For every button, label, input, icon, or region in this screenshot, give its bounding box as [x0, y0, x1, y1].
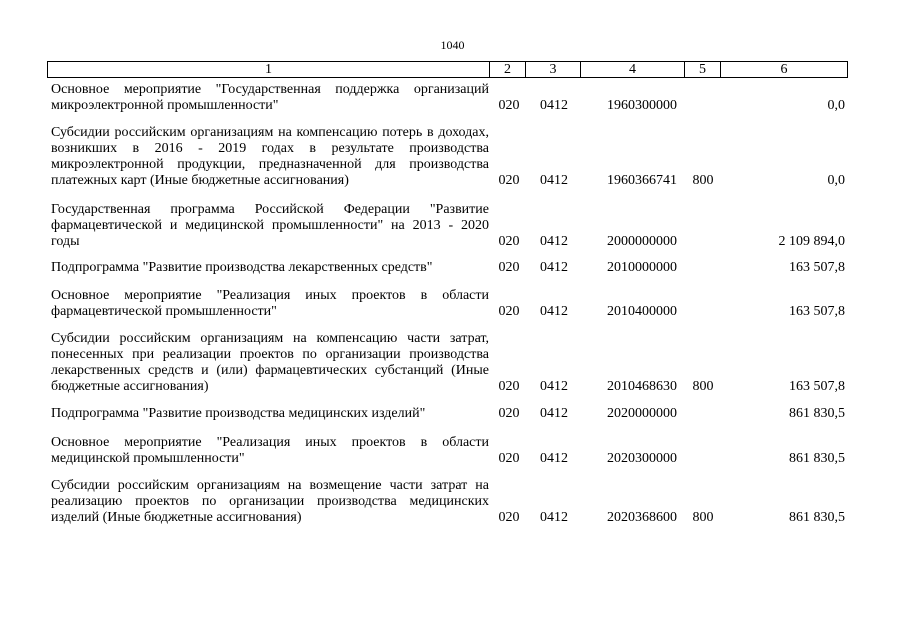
row-ministry-code: 020: [498, 379, 520, 394]
row-target-code: 2020368600: [607, 510, 677, 525]
column-header-1: 1: [48, 62, 490, 78]
row-target-code: 2010400000: [607, 304, 677, 319]
row-name: Подпрограмма "Развитие производства лекарственных средств": [51, 260, 433, 275]
row-section-code: 0412: [540, 379, 568, 394]
row-target-code: 2020300000: [607, 451, 677, 466]
table-row: [47, 202, 847, 250]
row-target-code: 1960300000: [607, 98, 677, 113]
table-row: [47, 82, 847, 114]
row-name: Субсидии российским организациям на компенсацию части затрат, понесенных при реализации проектов по организации производства лекарственных средств и (или) фармацевтических субстанций (Иные бюджетные ассигнования): [51, 331, 489, 394]
row-amount: 0,0: [827, 173, 845, 188]
table-row: [47, 125, 847, 189]
row-name: Подпрограмма "Развитие производства медицинских изделий": [51, 406, 426, 421]
row-ministry-code: 020: [498, 98, 520, 113]
column-header-2: 2: [490, 62, 526, 78]
row-name: Государственная программа Российской Федерации "Развитие фармацевтической и медицинской промышленности" на 2013 - 2020 годы: [51, 202, 489, 249]
row-ministry-code: 020: [498, 173, 520, 188]
row-ministry-code: 020: [498, 234, 520, 249]
row-amount: 861 830,5: [789, 510, 845, 525]
row-target-code: 1960366741: [607, 173, 677, 188]
column-header-table: [47, 61, 848, 78]
table-row: [47, 288, 847, 320]
row-ministry-code: 020: [498, 304, 520, 319]
row-amount: 163 507,8: [789, 304, 845, 319]
column-header-4: 4: [581, 62, 685, 78]
row-name: Субсидии российским организациям на возмещение части затрат на реализацию проектов по организации производства медицинских изделий (Иные бюджетные ассигнования): [51, 478, 489, 525]
column-header-3: 3: [526, 62, 581, 78]
row-expense-type: 800: [692, 173, 714, 188]
row-section-code: 0412: [540, 304, 568, 319]
row-ministry-code: 020: [498, 260, 520, 275]
row-section-code: 0412: [540, 406, 568, 421]
row-amount: 861 830,5: [789, 406, 845, 421]
column-header-5: 5: [685, 62, 721, 78]
column-header-row: [48, 62, 848, 78]
row-amount: 0,0: [827, 98, 845, 113]
row-section-code: 0412: [540, 173, 568, 188]
row-section-code: 0412: [540, 98, 568, 113]
table-row: [47, 406, 847, 422]
row-target-code: 2010468630: [607, 379, 677, 394]
table-row: [47, 478, 847, 526]
row-amount: 163 507,8: [789, 260, 845, 275]
row-section-code: 0412: [540, 510, 568, 525]
row-expense-type: 800: [692, 510, 714, 525]
row-target-code: 2020000000: [607, 406, 677, 421]
row-ministry-code: 020: [498, 406, 520, 421]
row-target-code: 2000000000: [607, 234, 677, 249]
row-amount: 861 830,5: [789, 451, 845, 466]
row-amount: 2 109 894,0: [778, 234, 845, 249]
row-name: Основное мероприятие "Государственная поддержка организаций микроэлектронной промышленности": [51, 82, 489, 113]
column-header-6: 6: [721, 62, 848, 78]
table-row: [47, 260, 847, 276]
table-row: [47, 435, 847, 467]
row-name: Основное мероприятие "Реализация иных проектов в области медицинской промышленности": [51, 435, 489, 466]
row-section-code: 0412: [540, 451, 568, 466]
row-expense-type: 800: [692, 379, 714, 394]
row-ministry-code: 020: [498, 510, 520, 525]
row-ministry-code: 020: [498, 451, 520, 466]
row-section-code: 0412: [540, 260, 568, 275]
table-row: [47, 331, 847, 395]
row-amount: 163 507,8: [789, 379, 845, 394]
row-name: Субсидии российским организациям на компенсацию потерь в доходах, возникших в 2016 - 2019 годах в результате производства микроэлектронной продукции, предназначенной для производства платежных карт (Иные бюджетные ассигнования): [51, 125, 489, 188]
row-name: Основное мероприятие "Реализация иных проектов в области фармацевтической промышленности": [51, 288, 489, 319]
row-target-code: 2010000000: [607, 260, 677, 275]
row-section-code: 0412: [540, 234, 568, 249]
page-number: 1040: [440, 38, 465, 52]
